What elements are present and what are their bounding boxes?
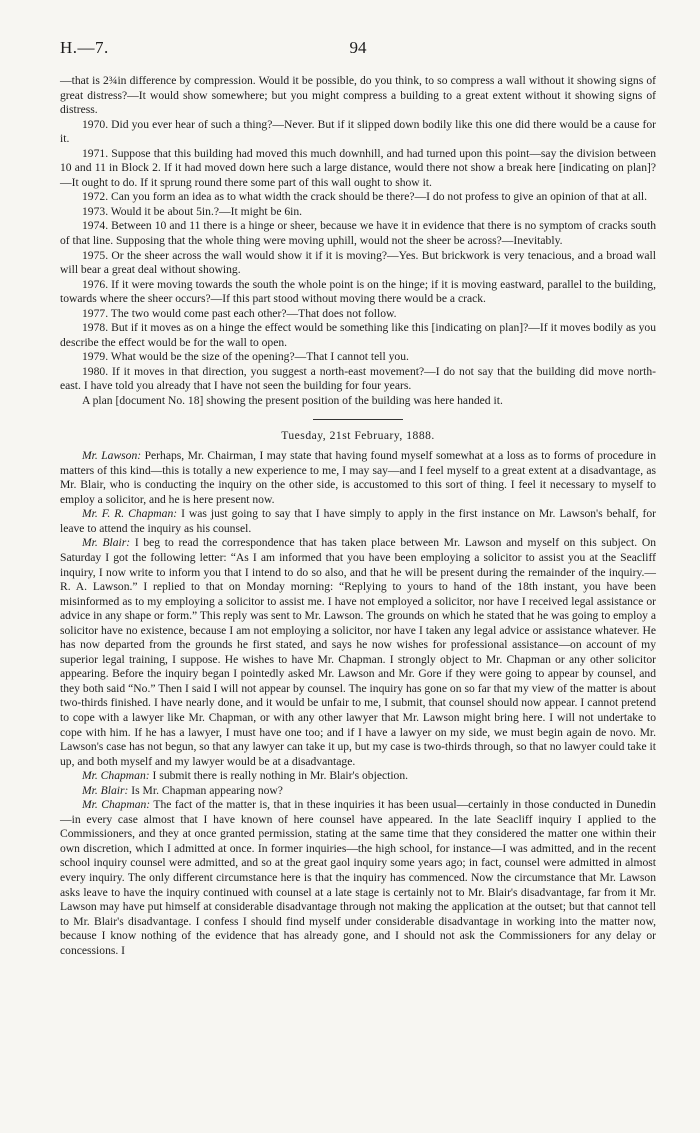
question-paragraph: —that is 2¾in difference by compression. Would it be possible, do you think, to so compress a wall without it showing signs of great distress?—It would show somewhere; but you might compress a building to a great extent without it showing signs of distress.	[60, 74, 656, 117]
document-reference: H.—7.	[60, 38, 109, 57]
question-paragraph: 1970. Did you ever hear of such a thing?—Never. But if it slipped down bodily like this one did there would be a cause for it.	[60, 117, 656, 146]
speech-text: Is Mr. Chapman appearing now?	[131, 783, 283, 797]
plan-note: A plan [document No. 18] showing the present position of the building was here handed it.	[82, 394, 503, 408]
speech-text: I beg to read the correspondence that has taken place between Mr. Lawson and myself on this subject. On Saturday I got the following letter: “As I am informed that you have been employing a solicitor to assist you at the Seacliff inquiry, I now write to inform you that I intend to do so also, and that he will be present during the remainder of the inquiry.—R. A. Lawson.” I replied to that on Monday morning: “Replying to yours to hand of the 18th instant, you have been misinformed as to my employing a solicitor to assist me. I have not employed a solicitor, nor have I received legal assistance or advice in any shape or form.” This reply was sent to Mr. Lawson. The grounds on which he stated that he was going to employ a solicitor have no existence, because I am not employing a solicitor, nor have I taken any legal advice or assistance whatever. He has now departed from the grounds he first stated, and says he now wishes for professional assistance—on account of my superior legal training, I suppose. He wishes to have Mr. Chapman. I strongly object to Mr. Chapman or any other solicitor appearing. Before the inquiry began I pointedly asked Mr. Lawson and Mr. Gore if they were going to appear by counsel, and they both said “No.” Then I said I will not appear by counsel. The inquiry has gone on so far that my view of the matter is about two-thirds finished. I have nearly done, and it would be unfair to me, I submit, that counsel should now appear. I cannot pretend to cope with a lawyer like Mr. Chapman, or with any other lawyer that Mr. Lawson might bring here. I will not undertake to cope with him. If he has a lawyer, I must have one too; and if I have a lawyer on my side, we must begin again de novo. Mr. Lawson's case has not begun, so that any lawyer can take it up, but my case is two-thirds through, so that no lawyer could take it up, and both myself and my lawyer would be at a disadvantage.	[60, 536, 657, 768]
question-paragraph: 1979. What would be the size of the opening?—That I cannot tell you.	[82, 350, 409, 364]
date-heading: Tuesday, 21st February, 1888.	[281, 428, 435, 442]
question-paragraph: 1980. If it moves in that direction, you suggest a north-east movement?—I do not say that the building did move north-east. I have told you already that I have not seen the building for four years.	[60, 364, 656, 393]
speech-paragraph	[60, 784, 656, 799]
question-paragraph: 1978. But if it moves as on a hinge the effect would be something like this [indicating on plan]?—If it moves bodily as you describe the effect would be for the wall to open.	[60, 321, 656, 349]
speech-paragraph	[60, 798, 656, 958]
speaker-name: Mr. Chapman:	[82, 769, 150, 783]
speaker-name: Mr. Chapman:	[82, 798, 151, 812]
speech-text: I was just going to say that I have simply to apply in the first instance on Mr. Lawson's behalf, for leave to attend the inquiry as his counsel.	[60, 507, 656, 535]
question-paragraph: 1974. Between 10 and 11 there is a hinge or sheer, because we have it in evidence that there is no symptom of cracks south of that line. Supposing that the whole thing were moving uphill, would not the sheer be across?—Inevitably.	[60, 219, 656, 248]
question-paragraph: 1973. Would it be about 5in.?—It might be 6in.	[82, 204, 303, 218]
page-body	[60, 74, 656, 958]
question-paragraph: 1977. The two would come past each other?—That does not follow.	[82, 306, 397, 320]
speech-text: The fact of the matter is, that in these inquiries it has been usual—certainly in those conducted in Dunedin—in every case almost that I have known of here counsel have appeared. In the late Seacliff inquiry I applied to the Commissioners, and they at once granted permission, stating at the same time that they considered the matter one within their own discretion, which I admitted at once. In former inquiries—the high school, for instance—I was admitted, and in the recent school inquiry counsel were admitted, and so at the great gaol inquiry some years ago; in fact, counsel were admitted in almost every inquiry. The only different circumstance here is that the inquiry has commenced. Now the circumstance that Mr. Lawson asks leave to have the inquiry continued with counsel at a late stage is certainly not to Mr. Blair's disadvantage, far from it Mr. Lawson may have put himself at considerable disadvantage through not making the application at the outset; but that cannot tell to Mr. Blair's disadvantage. I confess I should find myself under considerable disadvantage in working into the matter now, because I know nothing of the evidence that has already gone, and I should not ask the Commissioners for any delay or concessions. I	[60, 798, 656, 957]
speaker-name: Mr. F. R. Chapman:	[82, 507, 178, 521]
question-paragraph: 1976. If it were moving towards the south the whole point is on the hinge; if it is moving eastward, parallel to the building, towards where the sheer occurs?—If this part stood without moving there would be a crack.	[60, 277, 656, 306]
speech-paragraph	[60, 769, 656, 784]
speaker-name: Mr. Lawson:	[82, 449, 142, 463]
page-header	[60, 38, 656, 66]
section-divider	[313, 419, 403, 420]
question-paragraph: 1971. Suppose that this building had moved this much downhill, and had turned upon this point—say the division between 10 and 11 in Block 2. If it had moved down here such a large distance, would there not show a break here [indicating on plan]?—It ought to do. If it sprung round there some part of this wall ought to show it.	[60, 146, 656, 189]
speech-text: I submit there is really nothing in Mr. Blair's objection.	[152, 769, 409, 783]
speech-text: Perhaps, Mr. Chairman, I may state that having found myself somewhat at a loss as to forms of procedure in matters of this kind—this is totally a new experience to me, I may say—and I feel myself to a great extent at a disadvantage, as Mr. Blair, who is conducting the inquiry on the other side, is accustomed to this sort of thing. I feel it necessary to myself to employ a solicitor, and he is here present now.	[60, 449, 656, 506]
speaker-name: Mr. Blair:	[82, 536, 131, 550]
speech-paragraph	[60, 536, 656, 769]
speech-paragraph	[60, 449, 656, 507]
question-paragraph: 1975. Or the sheer across the wall would show it if it is moving?—Yes. But brickwork is very tenacious, and a broad wall will bear a great deal without showing.	[60, 248, 656, 277]
speech-paragraph	[60, 507, 656, 536]
question-paragraph: 1972. Can you form an idea as to what width the crack should be there?—I do not profess to give an opinion of that at all.	[82, 190, 648, 204]
speaker-name: Mr. Blair:	[82, 783, 129, 797]
page-number: 94	[349, 38, 367, 57]
